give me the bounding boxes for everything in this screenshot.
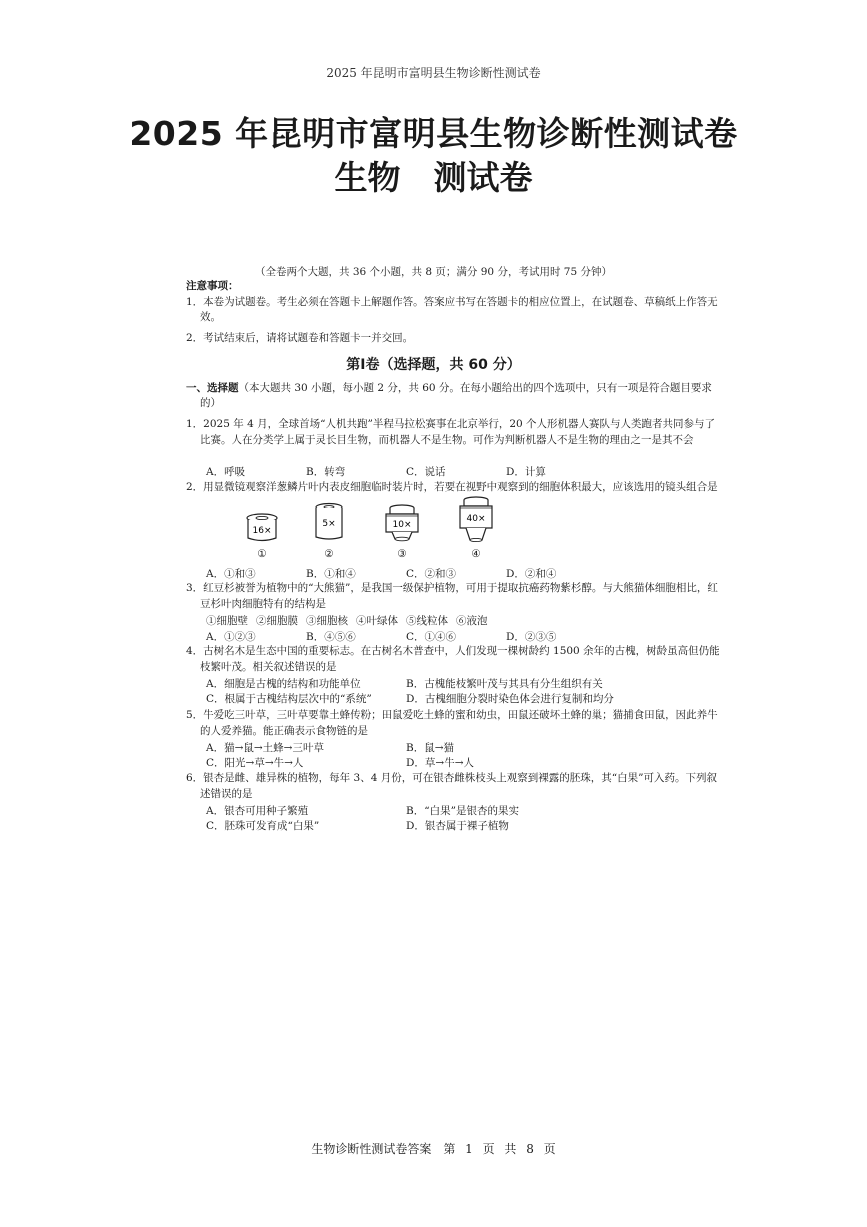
question-4-stem: 4．古树名木是生态中国的重要标志。在古树名木普查中，人们发现一棵树龄约 1500 余年的古槐，树龄虽高但仍能枝繁叶茂。相关叙述错误的是 <box>186 645 720 673</box>
running-header: 2025 年昆明市富明县生物诊断性测试卷 <box>326 66 541 80</box>
question-6-options-row-2 <box>206 818 606 833</box>
structure-item: ①细胞壁 <box>206 615 248 627</box>
page-footer: 生物诊断性测试卷答案 第 1 页 共 8 页 <box>311 1142 556 1156</box>
option-d: D．②和④ <box>506 568 557 580</box>
lens-figure <box>236 498 496 560</box>
option-d: D．古槐细胞分裂时染色体会进行复制和均分 <box>406 693 614 705</box>
option-a: A．细胞是古槐的结构和功能单位 <box>206 678 361 690</box>
option-b: B．④⑤⑥ <box>306 631 356 643</box>
structure-item: ③细胞核 <box>306 615 348 627</box>
option-a: A．猫→鼠→土蜂→三叶草 <box>206 742 324 754</box>
option-c: C．说话 <box>406 466 446 478</box>
lens-3-mag: 10× <box>392 520 412 530</box>
question-2-options <box>206 566 606 581</box>
option-b: B．①和④ <box>306 568 356 580</box>
option-a: A．银杏可用种子繁殖 <box>206 805 309 817</box>
exam-subtitle: 生物 测试卷 <box>334 158 533 197</box>
option-c: C．根属于古槐结构层次中的“系统” <box>206 693 372 705</box>
question-1-options <box>206 464 606 479</box>
option-d: D．计算 <box>506 466 546 478</box>
question-3-structures <box>206 613 506 628</box>
structure-item: ②细胞膜 <box>256 615 298 627</box>
option-b: B．鼠→猫 <box>406 742 455 754</box>
option-a: A．①和③ <box>206 568 256 580</box>
option-c: C．②和③ <box>406 568 457 580</box>
objective-lens-4 <box>458 496 494 548</box>
question-1-stem: 1．2025 年 4 月，全球首场“人机共跑”半程马拉松赛事在北京举行，20 个人形机器人赛队与人类跑者共同参与了比赛。人在分类学上属于灵长目生物，而机器人不是生物。可作为判断机器人不是生物的理由之一是其不会 <box>186 418 716 446</box>
lens-2-mag: 5× <box>322 519 336 529</box>
notice-heading: 注意事项： <box>186 280 239 292</box>
exam-info: （全卷两个大题，共 36 个小题，共 8 页；满分 90 分，考试用时 75 分钟） <box>255 266 612 278</box>
question-3-options <box>206 629 606 644</box>
option-d: D．草→牛→人 <box>406 757 475 769</box>
option-d: D．银杏属于裸子植物 <box>406 820 509 832</box>
structure-item: ⑤线粒体 <box>406 615 448 627</box>
question-4-options-row-1 <box>206 676 646 691</box>
lens-4-label: ④ <box>471 548 481 560</box>
notice-item: 2．考试结束后，请将试题卷和答题卡一并交回。 <box>186 332 414 344</box>
question-5-options-row-1 <box>206 740 606 755</box>
option-b: B．“白果”是银杏的果实 <box>406 805 519 817</box>
lens-2-label: ② <box>324 548 334 560</box>
section-title: 第Ⅰ卷（选择题，共 60 分） <box>346 357 521 373</box>
part-heading <box>186 381 720 411</box>
option-a: A．①②③ <box>206 631 256 643</box>
option-c: C．①④⑥ <box>406 631 457 643</box>
lens-4-mag: 40× <box>466 514 486 524</box>
option-b: B．古槐能枝繁叶茂与其具有分生组织有关 <box>406 678 603 690</box>
question-2-stem: 2．用显微镜观察洋葱鳞片叶内表皮细胞临时装片时，若要在视野中观察到的细胞体积最大，应该选用的镜头组合是 <box>186 481 718 493</box>
part-label: 一、选择题 <box>186 382 239 394</box>
question-3-stem: 3．红豆杉被誉为植物中的“大熊猫”，是我国一级保护植物，可用于提取抗癌药物紫杉醇。与大熊猫体细胞相比，红豆杉叶肉细胞特有的结构是 <box>186 582 718 610</box>
exam-title: 2025 年昆明市富明县生物诊断性测试卷 <box>129 114 738 153</box>
structure-item: ⑥液泡 <box>456 615 488 627</box>
lens-3-label: ③ <box>397 548 407 560</box>
question-5-options-row-2 <box>206 755 606 770</box>
question-6-stem: 6．银杏是雌、雄异株的植物，每年 3、4 月份，可在银杏雌株枝头上观察到裸露的胚珠，其“白果”可入药。下列叙述错误的是 <box>186 772 717 800</box>
question-6-options-row-1 <box>206 803 606 818</box>
lens-1-mag: 16× <box>252 526 272 536</box>
option-a: A．呼吸 <box>206 466 246 478</box>
notice-item: 1．本卷为试题卷。考生必须在答题卡上解题作答。答案应书写在答题卡的相应位置上，在试题卷、草稿纸上作答无效。 <box>186 296 718 323</box>
option-d: D．②③⑤ <box>506 631 557 643</box>
option-c: C．阳光→草→牛→人 <box>206 757 304 769</box>
question-4-options-row-2 <box>206 691 646 706</box>
part-description: （本大题共 30 小题，每小题 2 分，共 60 分。在每小题给出的四个选项中，只有一项是符合题目要求的） <box>200 382 712 409</box>
lens-1-label: ① <box>257 548 267 560</box>
eyepiece-lens-1 <box>244 512 280 546</box>
eyepiece-lens-2 <box>314 502 344 546</box>
option-b: B．转弯 <box>306 466 346 478</box>
structure-item: ④叶绿体 <box>356 615 398 627</box>
objective-lens-3 <box>384 504 420 546</box>
question-5-stem: 5．牛爱吃三叶草，三叶草要靠土蜂传粉；田鼠爱吃土蜂的蜜和幼虫，田鼠还破坏土蜂的巢；猫捕食田鼠，因此养牛的人爱养猫。能正确表示食物链的是 <box>186 709 718 737</box>
option-c: C．胚珠可发育成“白果” <box>206 820 320 832</box>
